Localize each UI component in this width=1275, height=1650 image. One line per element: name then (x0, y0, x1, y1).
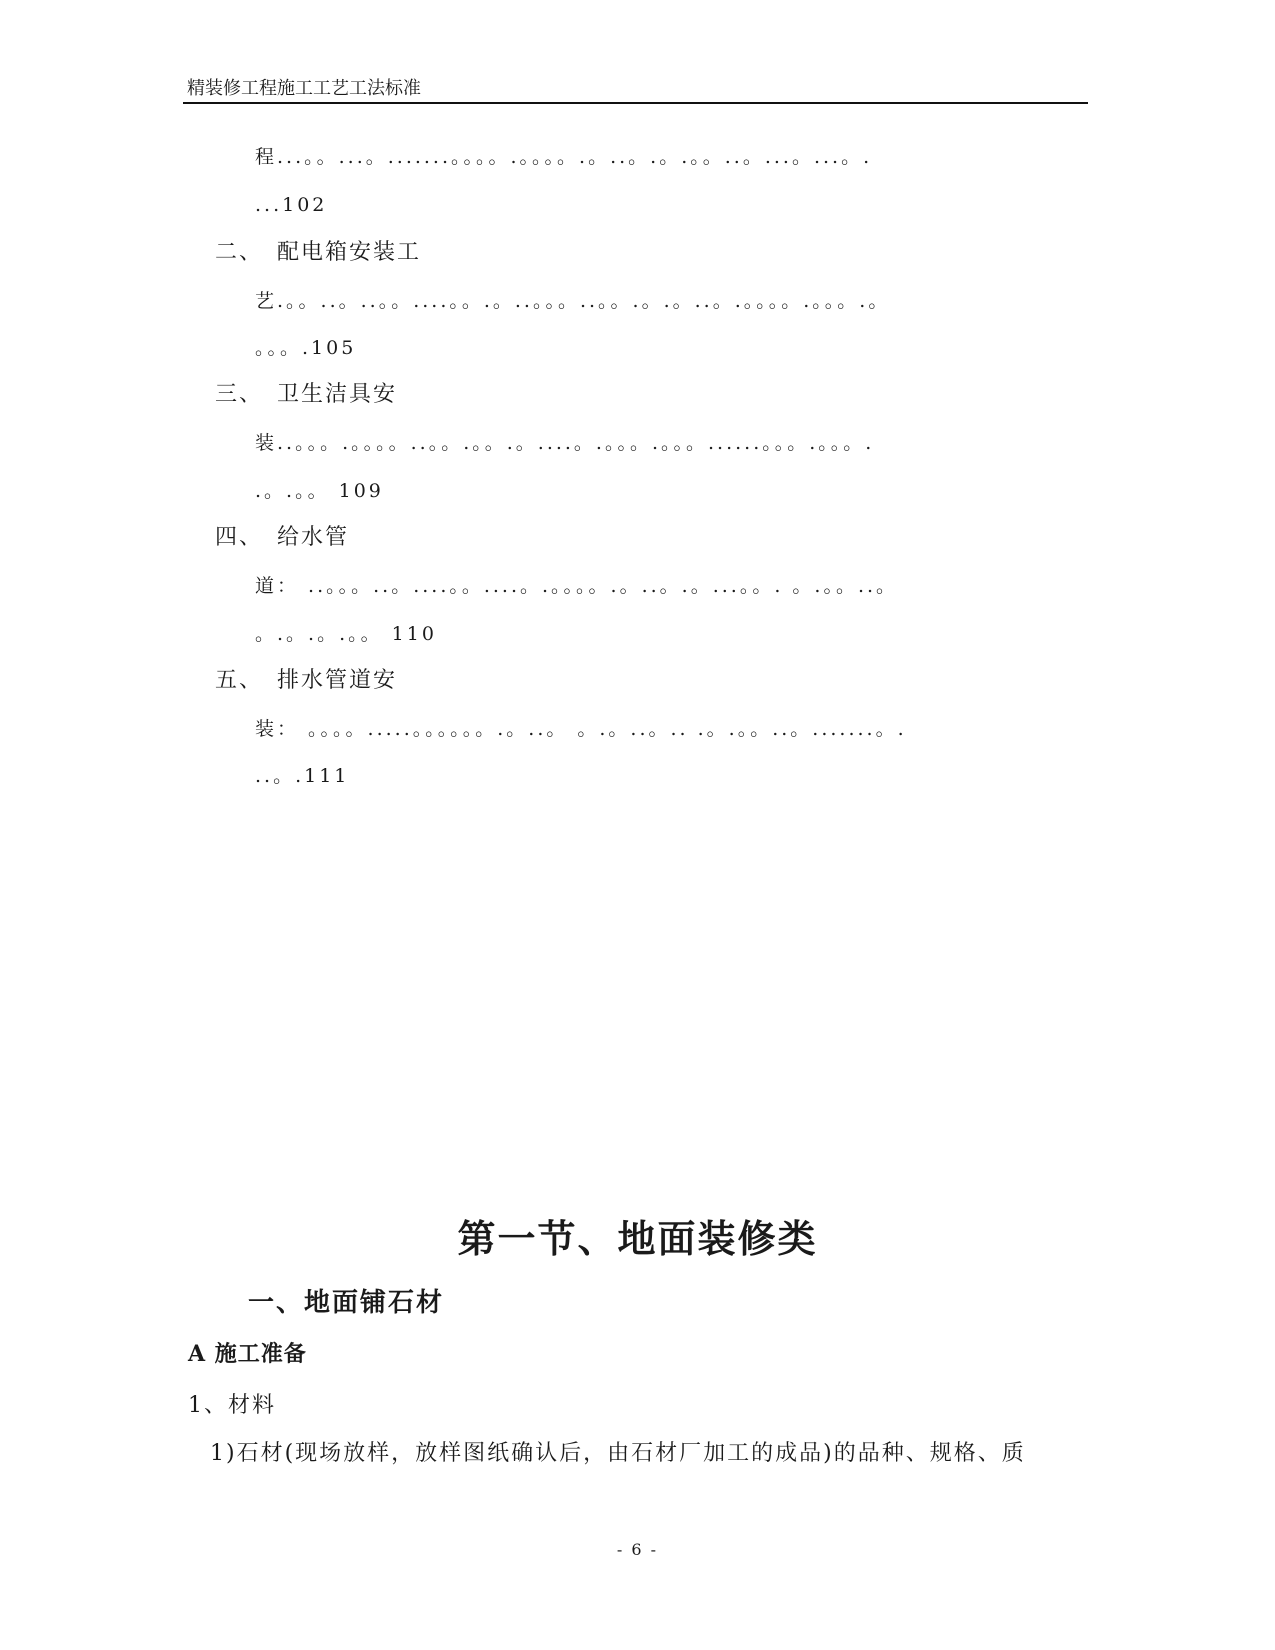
toc-item-4-title: 给水管 (277, 525, 350, 550)
toc-item-2-line-1: 艺.。。..。..。。....。。.。..。。。..。。.。.。..。.。。。。.。。。.。 (255, 290, 891, 312)
body-paragraph: 1)石材(现场放样，放样图纸确认后，由石材厂加工的成品)的品种、规格、质 (210, 1441, 1026, 1466)
toc-item-4-number: 四、 (215, 525, 264, 550)
toc-item-5-number: 五、 (215, 668, 264, 693)
toc-item-5-heading (215, 666, 397, 696)
toc-item-4-line-2: 。.。.。.。。 110 (255, 623, 437, 645)
part-heading: A 施工准备 (188, 1341, 307, 1367)
toc-item-2-title: 配电箱安装工 (277, 240, 422, 265)
toc-item-3-number: 三、 (215, 382, 264, 407)
toc-item-4-line-1: 道： ..。。。..。....。。....。.。。。。.。..。.。...。。. 。.。。..。 (255, 575, 899, 597)
toc-item-3-title: 卫生洁具安 (277, 382, 398, 407)
toc-item-4-heading (215, 523, 349, 553)
page-header (183, 72, 1088, 104)
toc-item-1-line-2: ...102 (255, 194, 328, 216)
item-heading: 1、材料 (188, 1393, 276, 1418)
header-title: 精装修工程施工工艺工法标准 (187, 78, 421, 99)
page-number: - 6 - (616, 1540, 659, 1559)
subsection-title: 一、地面铺石材 (248, 1288, 445, 1318)
toc-item-2-heading (215, 238, 421, 268)
toc-item-5-title: 排水管道安 (277, 668, 398, 693)
toc-item-5-line-2: ..。.111 (255, 765, 350, 787)
toc-item-3-line-1: 装..。。。.。。。。..。。.。。.。....。.。。。.。。。......。。。.。。。. (255, 432, 875, 454)
toc-item-3-heading (215, 380, 397, 410)
toc-item-2-number: 二、 (215, 240, 264, 265)
section-title: 第一节、地面装修类 (457, 1216, 818, 1261)
toc-item-2-line-2: 。。。.105 (255, 337, 357, 359)
toc-item-3-line-2: .。.。。 109 (255, 480, 384, 502)
toc-item-5-line-1: 装： 。。。。.....。。。。。。.。..。 。.。..。.. .。.。。..。.......。. (255, 718, 907, 740)
toc-item-1-line-1: 程...。。...。.......。。。。.。。。。.。..。.。.。。..。...。...。. (255, 146, 873, 168)
